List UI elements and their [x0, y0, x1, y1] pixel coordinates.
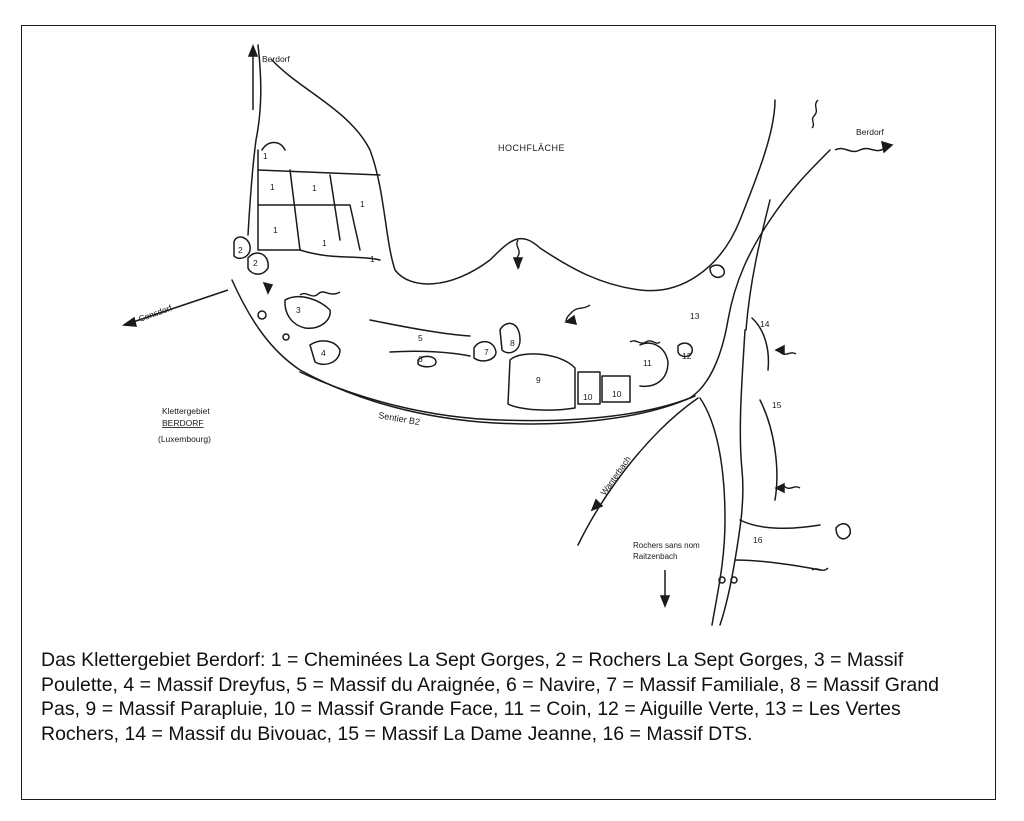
massif-number: 15 — [772, 400, 782, 410]
massif-number: 1 — [322, 238, 327, 248]
massif-number: 1 — [370, 254, 375, 264]
area-title-line1: Klettergebiet — [162, 406, 210, 416]
valley-south-edge — [232, 150, 830, 424]
sentier-label: Sentier B2 — [377, 410, 421, 428]
area-title-line3: (Luxembourg) — [158, 434, 211, 444]
massif-number: 1 — [273, 225, 278, 235]
massif-number: 9 — [536, 375, 541, 385]
rochers-label-2: Raitzenbach — [633, 552, 678, 561]
massif-number: 2 — [238, 245, 243, 255]
massif-number: 1 — [360, 199, 365, 209]
massif-number: 6 — [418, 354, 423, 364]
massif-number: 1 — [270, 182, 275, 192]
massif-number: 12 — [682, 351, 692, 361]
massif-number: 7 — [484, 347, 489, 357]
massif-number: 1 — [263, 151, 268, 161]
massif-number: 5 — [418, 333, 423, 343]
massif-number: 11 — [643, 358, 652, 368]
berdorf-north-label: Berdorf — [262, 54, 290, 64]
plateau-label: HOCHFLÄCHE — [498, 143, 566, 153]
massif-number: 10 — [583, 392, 593, 402]
massif-number: 8 — [510, 338, 515, 348]
massif-number: 3 — [296, 305, 301, 315]
berdorf-east-label: Berdorf — [856, 127, 884, 137]
plateau-edge — [248, 45, 775, 291]
massif-number: 4 — [321, 348, 326, 358]
massif-number: 10 — [612, 389, 622, 399]
consdorf-label: Consdorf — [137, 302, 174, 324]
massif-number: 13 — [690, 311, 700, 321]
raitzenbach-road — [700, 398, 725, 625]
map-caption: Das Klettergebiet Berdorf: 1 = Cheminées La Sept Gorges, 2 = Rochers La Sept Gorges, 3 = Massif Poulette, 4 = Massif Dreyfus, 5 = Massif du Araignée, 6 = Navire, 7 = Massif Familiale, 8 = Massif Grand Pas, 9 = Massif Parapluie, 10 = Massif Grande Face, 11 = Coin, 12 = Aiguille Verte, 13 = Les Vertes Rochers, 14 = Massif du Bivouac, 15 = Massif La Dame Jeanne, 16 = Massif DTS. — [41, 649, 939, 745]
area-title-line2: BERDORF — [162, 418, 204, 428]
rochers-label-1: Rochers sans nom — [633, 541, 700, 550]
wanterbach-label: Wanterbach — [598, 454, 633, 498]
massif-number: 1 — [312, 183, 317, 193]
massif-number: 14 — [760, 319, 770, 329]
massif-number: 2 — [253, 258, 258, 268]
massif-number: 16 — [753, 535, 763, 545]
